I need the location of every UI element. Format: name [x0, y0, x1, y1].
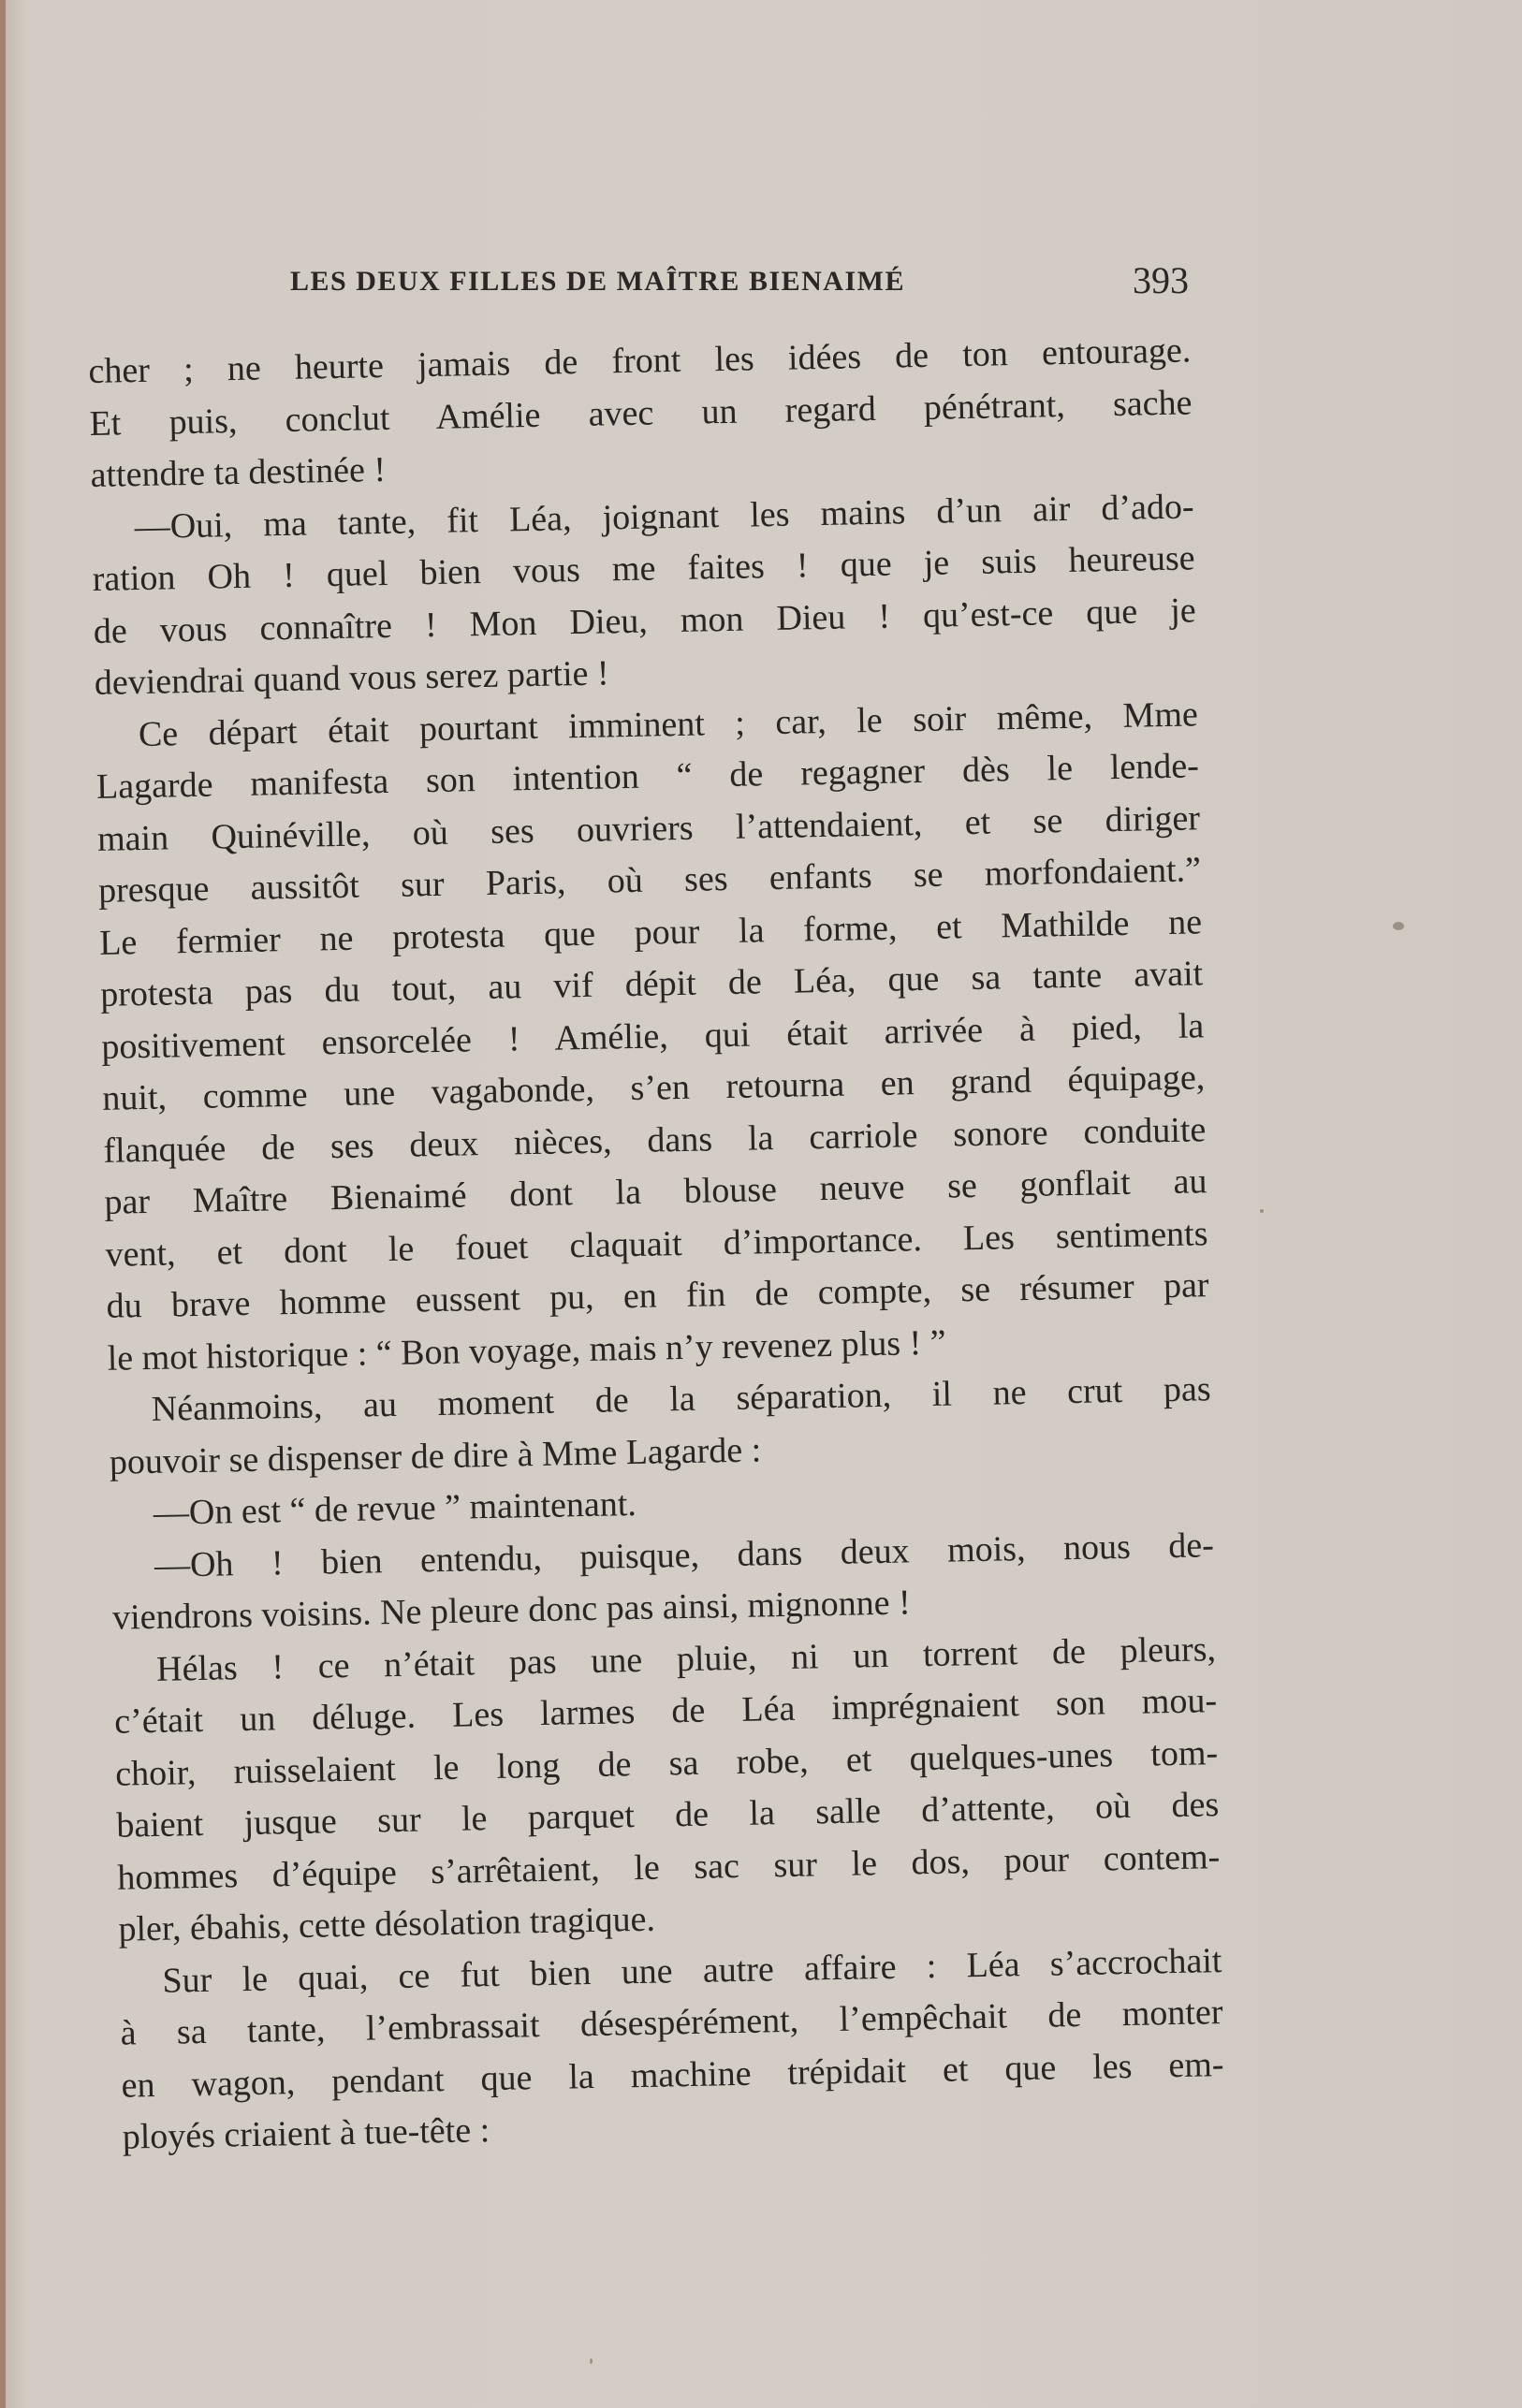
text-line: Lagarde manifesta son intention “ de regagner dès le lende- — [95, 746, 1200, 807]
text-line: Le fermier ne protesta que pour la forme, et Mathilde ne — [98, 901, 1203, 963]
text-line: ration Oh ! quel bien vous me faites ! que je suis heureuse — [92, 538, 1195, 599]
text-line: Et puis, conclut Amélie avec un regard pénétrant, sache — [89, 382, 1193, 444]
paragraph — [113, 1624, 1222, 1957]
paragraph — [95, 689, 1210, 1385]
text-line: Sur le quai, ce fut bien une autre affaire : Léa s’accrochait — [162, 1940, 1222, 2001]
text-line: pouvoir se dispenser de dire à Mme Lagarde : — [109, 1429, 762, 1482]
running-title: LES DEUX FILLES DE MAÎTRE BIENAIMÉ — [290, 266, 905, 297]
text-line: Ce départ était pourtant imminent ; car, le soir même, Mme — [138, 693, 1199, 754]
text-line: baient jusque sur le parquet de la salle d’attente, où des — [115, 1785, 1220, 1846]
text-line: protesta pas du tout, au vif dépit de Léa, que sa tante avait — [99, 954, 1204, 1014]
paper-speck — [1393, 922, 1404, 930]
text-line: de vous connaître ! Mon Dieu, mon Dieu ! qu’est-ce que je — [93, 590, 1197, 651]
text-line: pler, ébahis, cette désolation tragique. — [118, 1899, 656, 1949]
paper-speck — [590, 2358, 593, 2364]
text-line: viendrons voisins. Ne pleure donc pas ainsi, mignonne ! — [111, 1583, 912, 1638]
text-line: cher ; ne heurte jamais de front les idées de ton entourage. — [88, 330, 1192, 391]
text-line: Néanmoins, au moment de la séparation, il ne crut pas — [151, 1369, 1212, 1429]
text-line: Hélas ! ce n’était pas une pluie, ni un torrent de pleurs, — [155, 1628, 1217, 1689]
text-line: positivement ensorcelée ! Amélie, qui était arrivée à pied, la — [100, 1005, 1205, 1067]
text-line: c’était un déluge. Les larmes de Léa imprégnaient son mou- — [113, 1681, 1218, 1742]
text-line: le mot historique : “ Bon voyage, mais n’y revenez plus ! ” — [107, 1322, 946, 1379]
text-line: deviendrai quand vous serez partie ! — [94, 653, 609, 703]
text-line: hommes d’équipe s’arrêtaient, le sac sur le dos, pour contem- — [117, 1836, 1221, 1898]
text-line: choir, ruisselaient le long de sa robe, et quelques-unes tom- — [114, 1732, 1219, 1794]
paragraph — [119, 1935, 1225, 2165]
text-line: —On est “ de revue ” maintenant. — [153, 1483, 637, 1533]
text-line: vent, et dont le fouet claquait d’importance. Les sentiments — [105, 1213, 1208, 1275]
text-line: ployés criaient à tue-tête : — [122, 2110, 490, 2157]
text-line: nuit, comme une vagabonde, s’en retourna en grand équipage, — [102, 1058, 1206, 1118]
text-line: —Oh ! bien entendu, puisque, dans deux mois, nous de- — [154, 1525, 1215, 1585]
paragraph — [91, 481, 1197, 710]
text-line: à sa tante, l’embrassait désespérément, l’empêchait de monter — [120, 1992, 1223, 2053]
text-line: —Oui, ma tante, fit Léa, joignant les mains d’un air d’ado- — [134, 486, 1194, 547]
text-line: par Maître Bienaimé dont la blouse neuve se gonflait au — [104, 1161, 1207, 1222]
text-line: attendre ta destinée ! — [90, 449, 387, 495]
paragraph — [88, 325, 1193, 502]
text-line: flanquée de ses deux nièces, dans la carriole sonore conduite — [103, 1109, 1207, 1171]
page-header — [84, 258, 1189, 314]
body-text — [88, 325, 1225, 2164]
text-line: en wagon, pendant que la machine trépidait et que les em- — [121, 2044, 1224, 2106]
text-line: du brave homme eussent pu, en fin de compte, se résumer par — [106, 1265, 1209, 1326]
paper-speck — [1260, 1209, 1264, 1213]
text-line: presque aussitôt sur Paris, où ses enfants se morfondaient.” — [97, 850, 1202, 911]
page-number: 393 — [1133, 259, 1189, 301]
text-line: main Quinéville, où ses ouvriers l’attendaient, et se diriger — [96, 797, 1201, 859]
